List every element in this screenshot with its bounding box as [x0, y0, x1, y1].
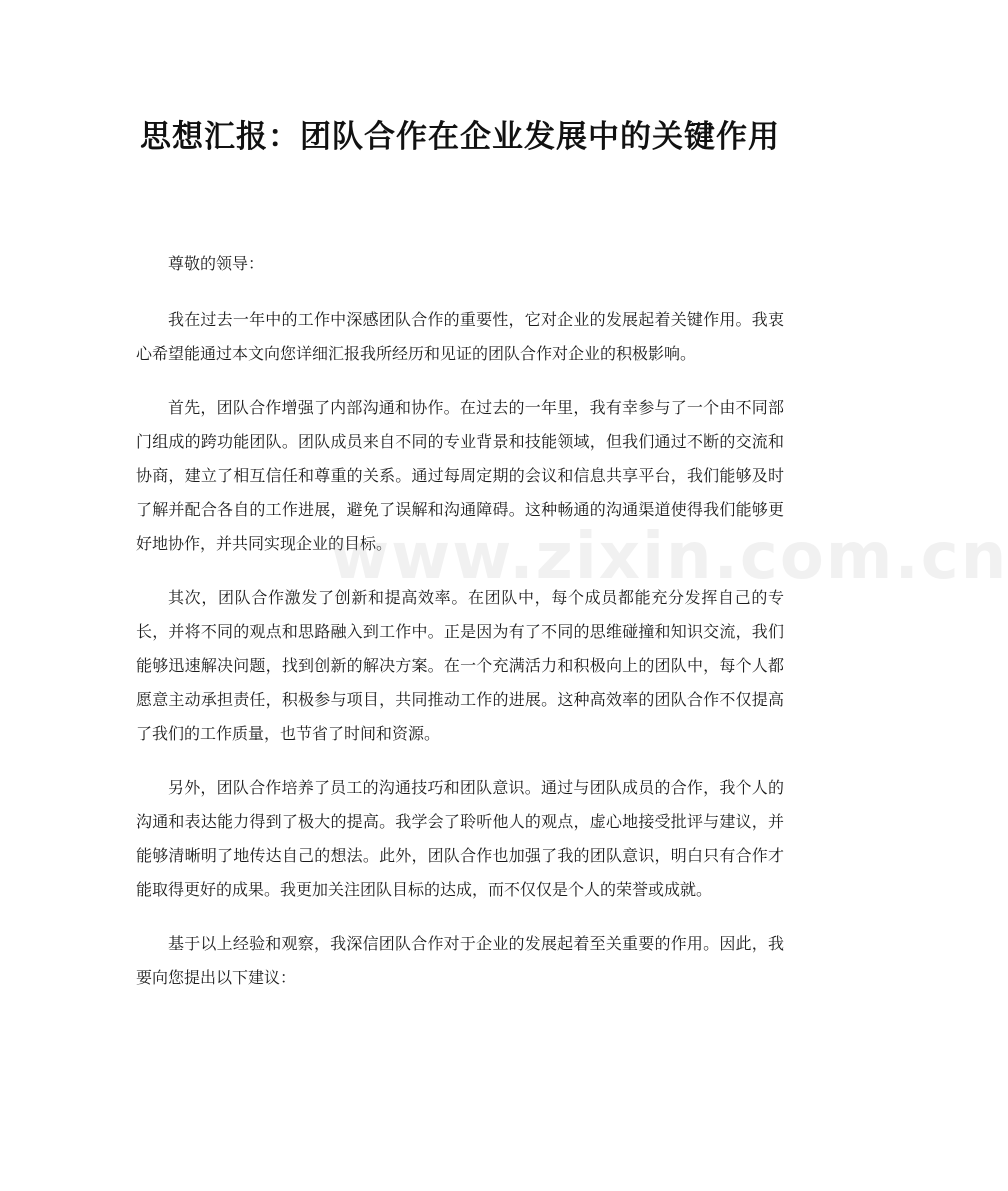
salutation: 尊敬的领导： [168, 254, 265, 273]
document-title: 思想汇报：团队合作在企业发展中的关键作用 [140, 119, 780, 155]
paragraph-5: 基于以上经验和观察，我深信团队合作对于企业的发展起着至关重要的作用。因此，我要向您提出以下建议： [136, 934, 784, 987]
paragraph-2: 首先，团队合作增强了内部沟通和协作。在过去的一年里，我有幸参与了一个由不同部门组成的跨功能团队。团队成员来自不同的专业背景和技能领域，但我们通过不断的交流和协商，建立了相互信任和尊重的关系。通过每周定期的会议和信息共享平台，我们能够及时了解并配合各自的工作进展，避免了误解和沟通障碍。这种畅通的沟通渠道使得我们能够更好地协作，并共同实现企业的目标。 [136, 398, 784, 553]
document-body [136, 247, 784, 1015]
paragraph-3: 其次，团队合作激发了创新和提高效率。在团队中，每个成员都能充分发挥自己的专长，并将不同的观点和思路融入到工作中。正是因为有了不同的思维碰撞和知识交流，我们能够迅速解决问题，找到创新的解决方案。在一个充满活力和积极向上的团队中，每个人都愿意主动承担责任，积极参与项目，共同推动工作的进展。这种高效率的团队合作不仅提高了我们的工作质量，也节省了时间和资源。 [136, 588, 784, 743]
paragraph-1: 我在过去一年中的工作中深感团队合作的重要性，它对企业的发展起着关键作用。我衷心希望能通过本文向您详细汇报我所经历和见证的团队合作对企业的积极影响。 [136, 310, 784, 363]
watermark: www.zixin.com.cn [330, 520, 1008, 594]
paragraph-4: 另外，团队合作培养了员工的沟通技巧和团队意识。通过与团队成员的合作，我个人的沟通和表达能力得到了极大的提高。我学会了聆听他人的观点，虚心地接受批评与建议，并能够清晰明了地传达自己的想法。此外，团队合作也加强了我的团队意识，明白只有合作才能取得更好的成果。我更加关注团队目标的达成，而不仅仅是个人的荣誉或成就。 [136, 778, 784, 899]
